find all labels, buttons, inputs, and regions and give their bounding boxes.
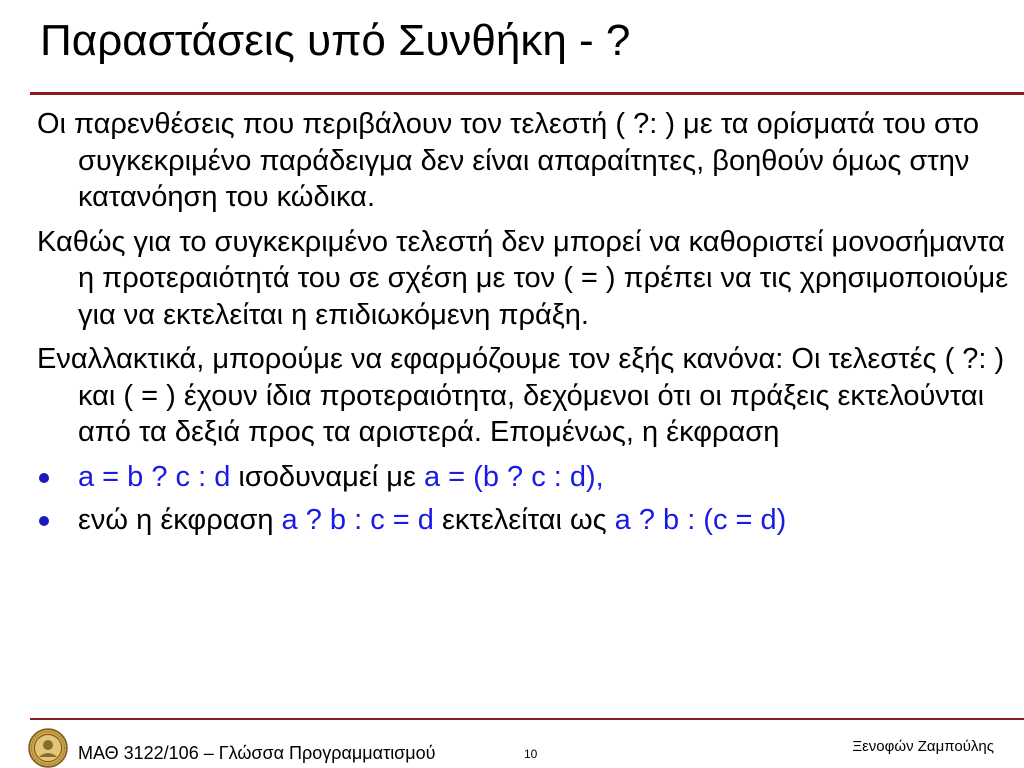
footer-divider [30, 718, 1024, 720]
page-number: 10 [524, 747, 538, 761]
code-expression: a ? b : c = d [281, 504, 434, 536]
bullet-text: ενώ η έκφραση [78, 504, 282, 536]
slide-body [37, 106, 1017, 546]
code-expression: a = (b ? c : d), [424, 460, 604, 493]
university-seal-icon [28, 728, 68, 768]
bullet-item-1 [37, 459, 1017, 496]
slide-title: Παραστάσεις υπό Συνθήκη - ? [40, 16, 631, 65]
paragraph-2: Καθώς για το συγκεκριμένο τελεστή δεν μπορεί να καθοριστεί μονοσήμαντα η προτεραιότητά του σε σχέση με τον ( = ) πρέπει να τις χρησιμοποιούμε για να εκτελείται η επιδιωκόμενη πράξη. [37, 225, 1009, 331]
bullet-dot-icon [39, 516, 49, 526]
bullet-item-2 [37, 502, 1017, 539]
code-expression: a ? b : (c = d) [614, 504, 787, 536]
paragraph-3: Εναλλακτικά, μπορούμε να εφαρμόζουμε τον εξής κανόνα: Οι τελεστές ( ?: ) και ( = ) έχουν ίδια προτεραιότητα, δεχόμενοι ότι οι πράξεις εκτελούνται από τα δεξιά προς τα αριστερά. Επομένως, η έκφραση [37, 343, 1005, 448]
bullet-text: εκτελείται ως [433, 504, 615, 536]
paragraph-1: Οι παρενθέσεις που περιβάλουν τον τελεστή ( ?: ) με τα ορίσματά του στο συγκεκριμένο παράδειγμα δεν είναι απαραίτητες, βοηθούν όμως στην κατανόηση του κώδικα. [37, 108, 980, 213]
bullet-text: ισοδυναμεί με [230, 460, 424, 493]
title-divider [30, 92, 1024, 95]
code-expression: a = b ? c : d [78, 460, 231, 493]
bullet-dot-icon [39, 473, 49, 483]
footer-course-title: ΜΑΘ 3122/106 – Γλώσσα Προγραμματισμού [78, 743, 436, 763]
footer-author: Ξενοφών Ζαμπούλης [852, 738, 994, 755]
